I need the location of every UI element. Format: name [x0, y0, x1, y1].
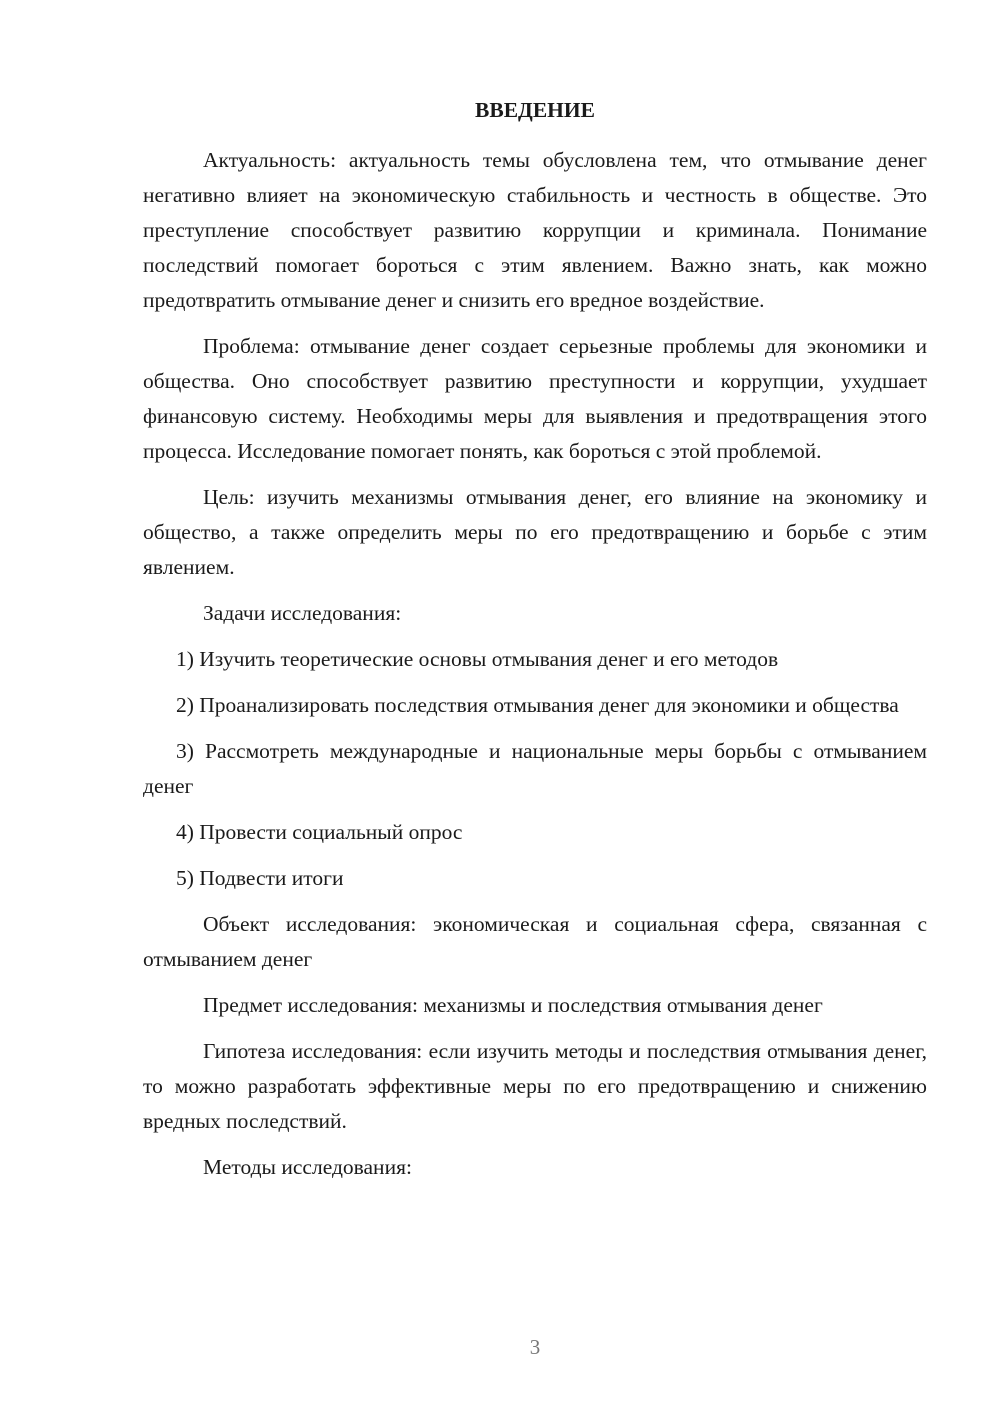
tasks-list [143, 642, 927, 896]
page-number: 3 [529, 1335, 541, 1359]
task-item-4: 4) Провести социальный опрос [176, 820, 463, 844]
subject-paragraph: Предмет исследования: механизмы и последствия отмывания денег [203, 993, 823, 1017]
page-content [143, 93, 927, 1196]
hypothesis-paragraph: Гипотеза исследования: если изучить методы и последствия отмывания денег, то можно разработать эффективные меры по его предотвращению и снижению вредных последствий. [143, 1039, 927, 1133]
goal-paragraph: Цель: изучить механизмы отмывания денег, его влияние на экономику и общество, а также определить меры по его предотвращению и борьбе с этим явлением. [143, 485, 927, 579]
task-item-1: 1) Изучить теоретические основы отмывания денег и его методов [176, 647, 779, 671]
relevance-paragraph: Актуальность: актуальность темы обусловлена тем, что отмывание денег негативно влияет на экономическую стабильность и честность в обществе. Это преступление способствует развитию коррупции и криминала. Понимание последствий помогает бороться с этим явлением. Важно знать, как можно предотвратить отмывание денег и снизить его вредное воздействие. [143, 148, 927, 312]
tasks-heading: Задачи исследования: [203, 601, 402, 625]
object-paragraph: Объект исследования: экономическая и социальная сфера, связанная с отмыванием денег [143, 912, 927, 971]
task-item-5: 5) Подвести итоги [176, 866, 344, 890]
section-title: ВВЕДЕНИЕ [475, 98, 595, 122]
problem-paragraph: Проблема: отмывание денег создает серьезные проблемы для экономики и общества. Оно способствует развитию преступности и коррупции, ухудшает финансовую систему. Необходимы меры для выявления и предотвращения этого процесса. Исследование помогает понять, как бороться с этой проблемой. [143, 334, 927, 463]
methods-heading: Методы исследования: [203, 1155, 412, 1179]
task-item-3: 3) Рассмотреть международные и национальные меры борьбы с отмыванием денег [143, 739, 927, 798]
task-item-2: 2) Проанализировать последствия отмывания денег для экономики и общества [176, 693, 899, 717]
